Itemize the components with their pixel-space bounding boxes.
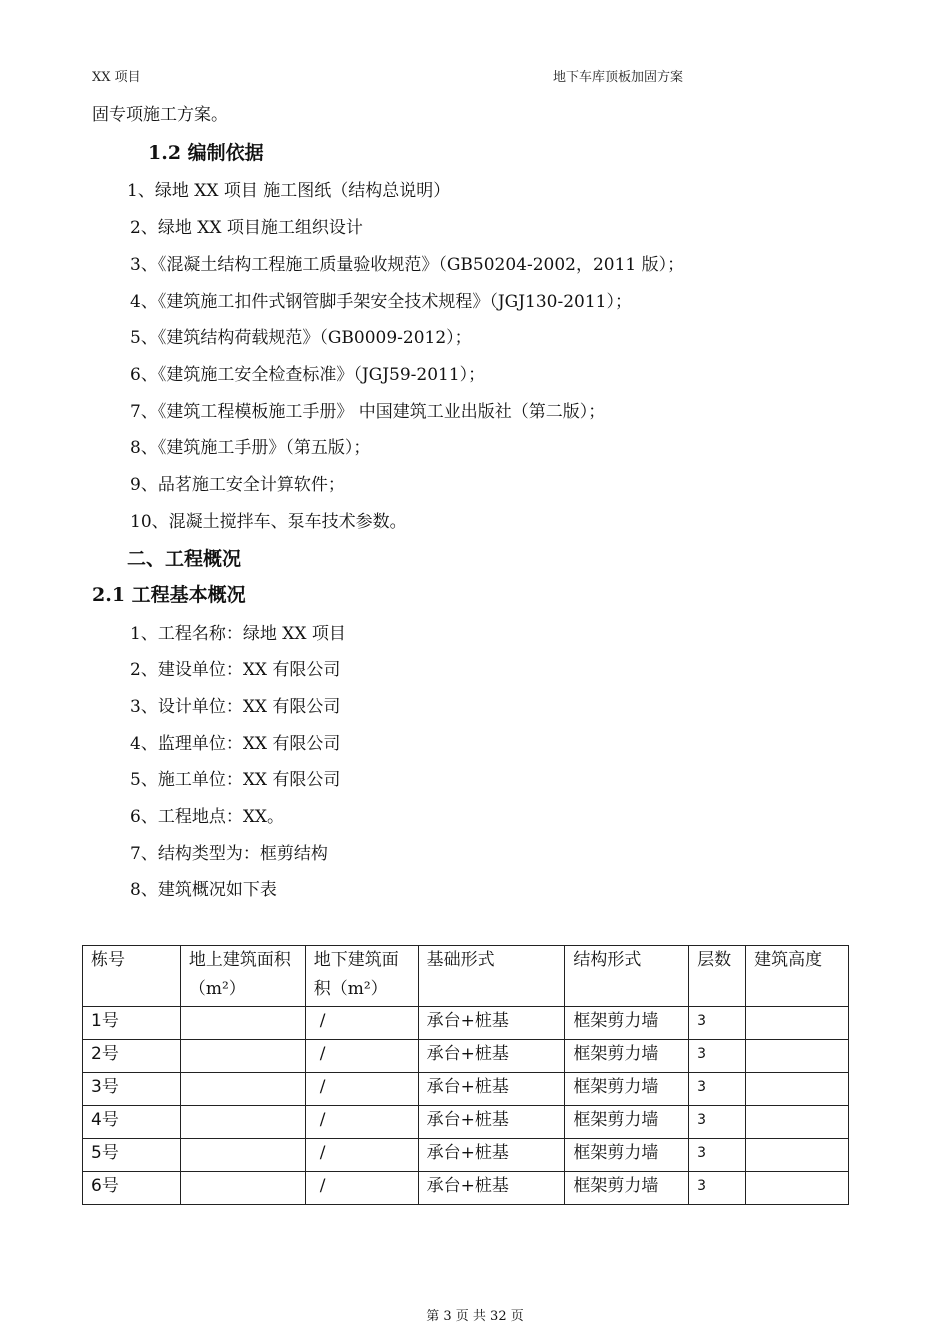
cell-below-area: /: [305, 1139, 418, 1172]
cell-above-area: [180, 1040, 305, 1073]
cell-foundation: 承台+桩基: [418, 1106, 565, 1139]
cell-structure: 框架剪力墙: [565, 1007, 689, 1040]
cell-above-area: [180, 1073, 305, 1106]
basis-item: 8、《建筑施工手册》（第五版）；: [130, 438, 371, 458]
cell-above-area: [180, 1106, 305, 1139]
overview-item: 7、结构类型为：框剪结构: [130, 844, 328, 864]
building-overview-table: [82, 945, 849, 1205]
basis-item: 6、《建筑施工安全检查标准》（JGJ59-2011）；: [130, 365, 486, 385]
cell-above-area: [180, 1139, 305, 1172]
cell-foundation: 承台+桩基: [418, 1172, 565, 1205]
continuation-text: 固专项施工方案。: [92, 105, 228, 125]
cell-floors: 3: [689, 1040, 746, 1073]
cell-above-area: [180, 1007, 305, 1040]
cell-structure: 框架剪力墙: [565, 1073, 689, 1106]
cell-building: 5号: [83, 1139, 181, 1172]
page-number-footer: 第 3 页 共 32 页: [426, 1309, 524, 1324]
table-row: [83, 1073, 849, 1106]
cell-below-area: /: [305, 1073, 418, 1106]
header-floors: 层数: [689, 946, 746, 1007]
section-1-2-heading: 1.2 编制依据: [148, 142, 264, 164]
cell-height: [746, 1139, 849, 1172]
cell-structure: 框架剪力墙: [565, 1106, 689, 1139]
overview-item: 6、工程地点：XX。: [130, 807, 285, 827]
cell-building: 3号: [83, 1073, 181, 1106]
cell-below-area: /: [305, 1172, 418, 1205]
cell-floors: 3: [689, 1139, 746, 1172]
header-above-area: 地上建筑面积（m²）: [180, 946, 305, 1007]
basis-item: 5、《建筑结构荷载规范》（GB0009-2012）；: [130, 328, 472, 348]
overview-item: 8、建筑概况如下表: [130, 880, 277, 900]
cell-foundation: 承台+桩基: [418, 1040, 565, 1073]
basis-item: 7、《建筑工程模板施工手册》 中国建筑工业出版社（第二版）；: [130, 402, 606, 422]
cell-below-area: /: [305, 1106, 418, 1139]
table-row: [83, 1172, 849, 1205]
table-header-row: [83, 946, 849, 1007]
cell-height: [746, 1073, 849, 1106]
cell-building: 2号: [83, 1040, 181, 1073]
header-title: 地下车库顶板加固方案: [553, 70, 684, 85]
cell-floors: 3: [689, 1172, 746, 1205]
header-project: XX 项目: [92, 70, 141, 85]
cell-building: 1号: [83, 1007, 181, 1040]
overview-item: 2、建设单位：XX 有限公司: [130, 660, 341, 680]
header-structure: 结构形式: [565, 946, 689, 1007]
basis-item: 1、绿地 XX 项目 施工图纸（结构总说明）: [127, 181, 451, 201]
cell-below-area: /: [305, 1007, 418, 1040]
section-2-1-heading: 2.1 工程基本概况: [92, 584, 246, 606]
cell-structure: 框架剪力墙: [565, 1172, 689, 1205]
table-row: [83, 1139, 849, 1172]
overview-item: 5、施工单位：XX 有限公司: [130, 770, 341, 790]
basis-item: 3、《混凝土结构工程施工质量验收规范》（GB50204-2002，2011 版）；: [130, 255, 685, 275]
cell-below-area: /: [305, 1040, 418, 1073]
table-row: [83, 1007, 849, 1040]
cell-height: [746, 1040, 849, 1073]
cell-building: 6号: [83, 1172, 181, 1205]
overview-item: 3、设计单位：XX 有限公司: [130, 697, 341, 717]
cell-height: [746, 1106, 849, 1139]
cell-structure: 框架剪力墙: [565, 1139, 689, 1172]
header-building: 栋号: [83, 946, 181, 1007]
basis-item: 2、绿地 XX 项目施工组织设计: [130, 218, 363, 238]
basis-item: 9、品茗施工安全计算软件；: [130, 475, 345, 495]
table-row: [83, 1040, 849, 1073]
cell-building: 4号: [83, 1106, 181, 1139]
cell-floors: 3: [689, 1007, 746, 1040]
table-row: [83, 1106, 849, 1139]
overview-item: 4、监理单位：XX 有限公司: [130, 734, 341, 754]
cell-floors: 3: [689, 1073, 746, 1106]
cell-foundation: 承台+桩基: [418, 1139, 565, 1172]
cell-height: [746, 1172, 849, 1205]
cell-structure: 框架剪力墙: [565, 1040, 689, 1073]
header-foundation: 基础形式: [418, 946, 565, 1007]
section-2-heading: 二、工程概况: [127, 548, 242, 570]
basis-item: 10、混凝土搅拌车、泵车技术参数。: [130, 512, 407, 532]
header-below-area: 地下建筑面积（m²）: [305, 946, 418, 1007]
cell-foundation: 承台+桩基: [418, 1073, 565, 1106]
cell-foundation: 承台+桩基: [418, 1007, 565, 1040]
overview-item: 1、工程名称：绿地 XX 项目: [130, 624, 346, 644]
cell-height: [746, 1007, 849, 1040]
basis-item: 4、《建筑施工扣件式钢管脚手架安全技术规程》（JGJ130-2011）；: [130, 292, 632, 312]
cell-floors: 3: [689, 1106, 746, 1139]
cell-above-area: [180, 1172, 305, 1205]
header-height: 建筑高度: [746, 946, 849, 1007]
